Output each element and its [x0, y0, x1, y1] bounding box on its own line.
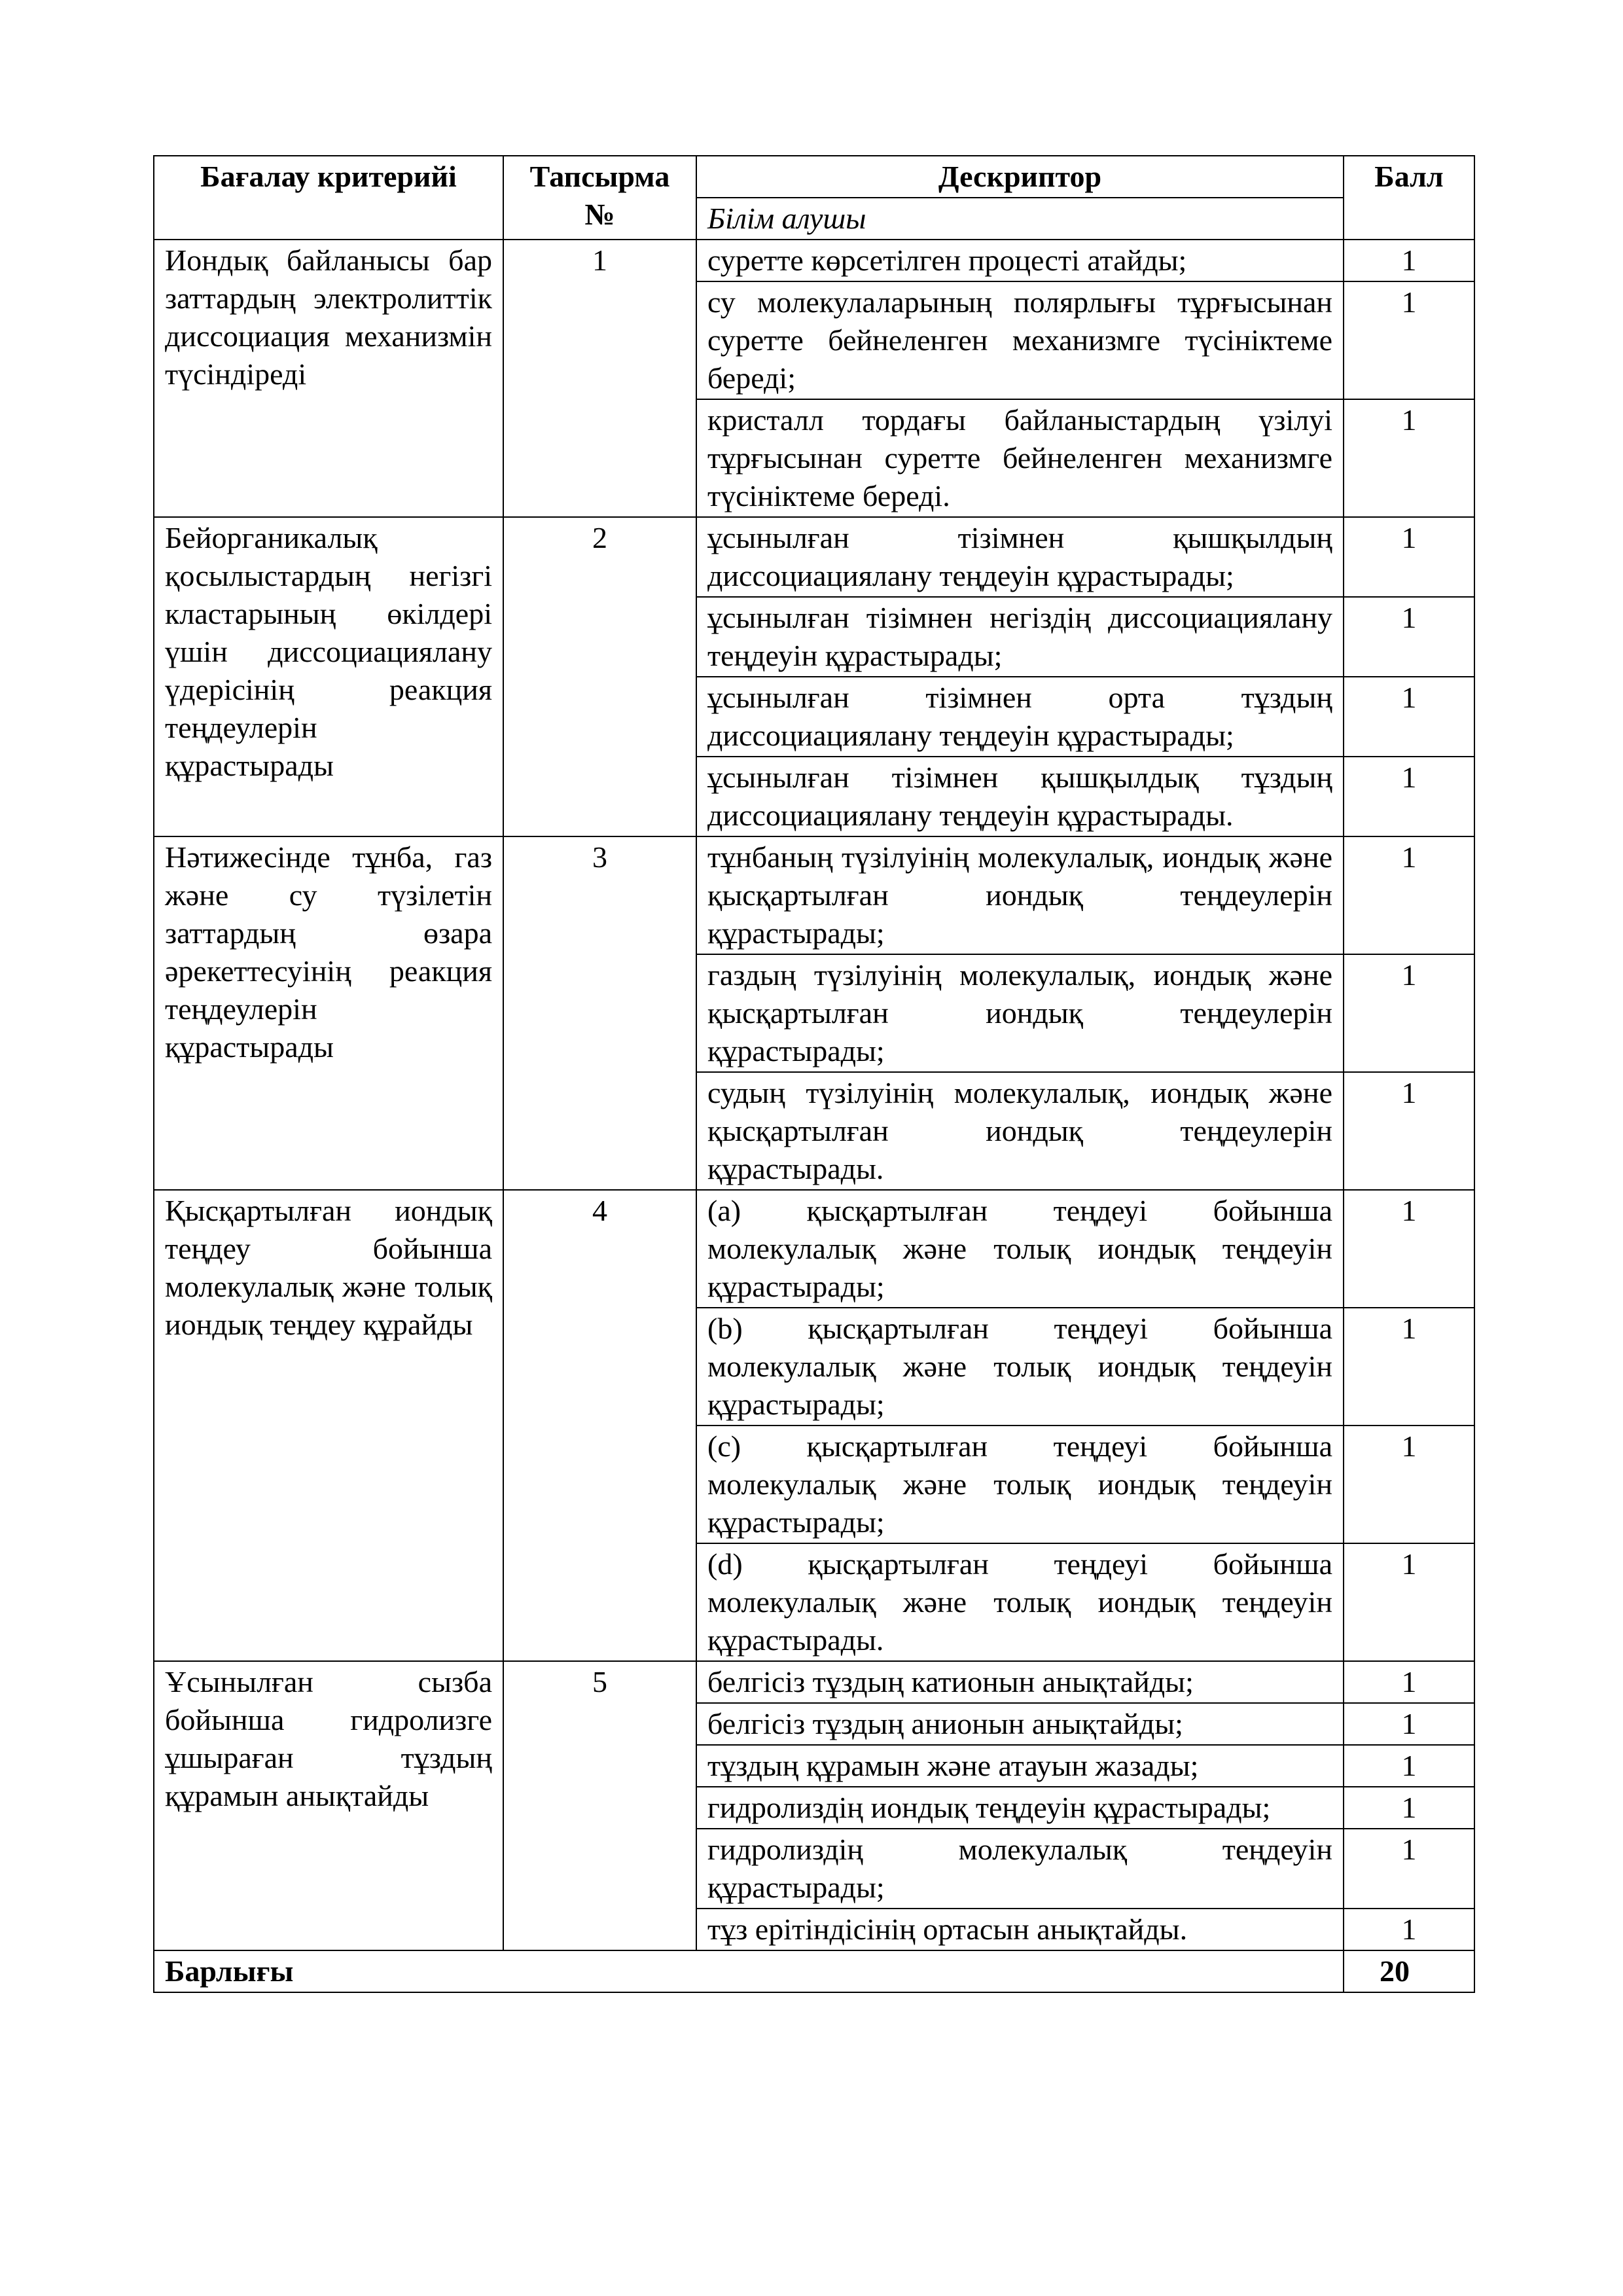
points-cell: 1	[1344, 1308, 1474, 1426]
header-task-no: Тапсырма №	[503, 156, 696, 240]
points-cell: 1	[1344, 677, 1474, 757]
descriptor-cell: ұсынылған тізімнен қышқылдың диссоциациялану теңдеуін құрастырады;	[696, 517, 1344, 597]
points-cell: 1	[1344, 1072, 1474, 1190]
task-number-cell: 3	[503, 836, 696, 1190]
points-cell: 1	[1344, 954, 1474, 1072]
points-cell: 1	[1344, 1829, 1474, 1909]
descriptor-cell: тұз ерітіндісінің ортасын анықтайды.	[696, 1909, 1344, 1950]
points-cell: 1	[1344, 1703, 1474, 1745]
table-body	[154, 240, 1474, 1950]
descriptor-cell: гидролиздің иондық теңдеуін құрастырады;	[696, 1787, 1344, 1829]
descriptor-cell: газдың түзілуінің молекулалық, иондық және қысқартылған иондық теңдеулерін құрастырады;	[696, 954, 1344, 1072]
descriptor-cell: ұсынылған тізімнен негіздің диссоциациялану теңдеуін құрастырады;	[696, 597, 1344, 677]
header-points: Балл	[1344, 156, 1474, 240]
points-cell: 1	[1344, 1543, 1474, 1661]
points-cell: 1	[1344, 836, 1474, 954]
descriptor-cell: тұздың құрамын және атауын жазады;	[696, 1745, 1344, 1787]
descriptor-cell: гидролиздің молекулалық теңдеуін құрастырады;	[696, 1829, 1344, 1909]
total-row	[154, 1950, 1474, 1992]
criterion-cell: Бейорганикалық қосылыстардың негізгі кластарының өкілдері үшін диссоциациялану үдерісінің реакция теңдеулерін құрастырады	[154, 517, 503, 836]
task-number-cell: 2	[503, 517, 696, 836]
assessment-rubric-table	[153, 155, 1475, 1993]
descriptor-cell: белгісіз тұздың катионын анықтайды;	[696, 1661, 1344, 1703]
points-cell: 1	[1344, 1661, 1474, 1703]
table-row	[154, 1661, 1474, 1703]
descriptor-cell: (d) қысқартылған теңдеуі бойынша молекулалық және толық иондық теңдеуін құрастырады.	[696, 1543, 1344, 1661]
table-row	[154, 240, 1474, 281]
header-descriptor-subtitle: Білім алушы	[696, 198, 1344, 240]
table-row	[154, 836, 1474, 954]
table-row	[154, 1190, 1474, 1308]
descriptor-cell: ұсынылған тізімнен орта тұздың диссоциациялану теңдеуін құрастырады;	[696, 677, 1344, 757]
criterion-cell: Иондық байланысы бар заттардың электролиттік диссоциация механизмін түсіндіреді	[154, 240, 503, 517]
task-number-cell: 4	[503, 1190, 696, 1661]
points-cell: 1	[1344, 1190, 1474, 1308]
descriptor-cell: ұсынылған тізімнен қышқылдық тұздың диссоциациялану теңдеуін құрастырады.	[696, 757, 1344, 836]
points-cell: 1	[1344, 399, 1474, 517]
descriptor-cell: (b) қысқартылған теңдеуі бойынша молекулалық және толық иондық теңдеуін құрастырады;	[696, 1308, 1344, 1426]
header-criterion: Бағалау критерийі	[154, 156, 503, 240]
task-number-cell: 1	[503, 240, 696, 517]
table-row	[154, 517, 1474, 597]
descriptor-cell: (a) қысқартылған теңдеуі бойынша молекулалық және толық иондық теңдеуін құрастырады;	[696, 1190, 1344, 1308]
task-number-cell: 5	[503, 1661, 696, 1950]
points-cell: 1	[1344, 240, 1474, 281]
points-cell: 1	[1344, 1745, 1474, 1787]
descriptor-cell: (c) қысқартылған теңдеуі бойынша молекулалық және толық иондық теңдеуін құрастырады;	[696, 1426, 1344, 1543]
criterion-cell: Нәтижесінде тұнба, газ және су түзілетін заттардың өзара әрекеттесуінің реакция теңдеулерін құрастырады	[154, 836, 503, 1190]
descriptor-cell: су молекулаларының полярлығы тұрғысынан суретте бейнеленген механизмге түсініктеме береді;	[696, 281, 1344, 399]
criterion-cell: Қысқартылған иондық теңдеу бойынша молекулалық және толық иондық теңдеу құрайды	[154, 1190, 503, 1661]
descriptor-cell: судың түзілуінің молекулалық, иондық және қысқартылған иондық теңдеулерін құрастырады.	[696, 1072, 1344, 1190]
points-cell: 1	[1344, 1909, 1474, 1950]
table-header	[154, 156, 1474, 240]
descriptor-cell: белгісіз тұздың анионын анықтайды;	[696, 1703, 1344, 1745]
points-cell: 1	[1344, 517, 1474, 597]
criterion-cell: Ұсынылған сызба бойынша гидролизге ұшыраған тұздың құрамын анықтайды	[154, 1661, 503, 1950]
points-cell: 1	[1344, 281, 1474, 399]
total-points: 20	[1344, 1950, 1474, 1992]
points-cell: 1	[1344, 597, 1474, 677]
points-cell: 1	[1344, 1426, 1474, 1543]
descriptor-cell: кристалл тордағы байланыстардың үзілуі тұрғысынан суретте бейнеленген механизмге түсініктеме береді.	[696, 399, 1344, 517]
header-descriptor: Дескриптор	[696, 156, 1344, 198]
descriptor-cell: суретте көрсетілген процесті атайды;	[696, 240, 1344, 281]
descriptor-cell: тұнбаның түзілуінің молекулалық, иондық және қысқартылған иондық теңдеулерін құрастырады;	[696, 836, 1344, 954]
points-cell: 1	[1344, 1787, 1474, 1829]
points-cell: 1	[1344, 757, 1474, 836]
total-label: Барлығы	[154, 1950, 1344, 1992]
